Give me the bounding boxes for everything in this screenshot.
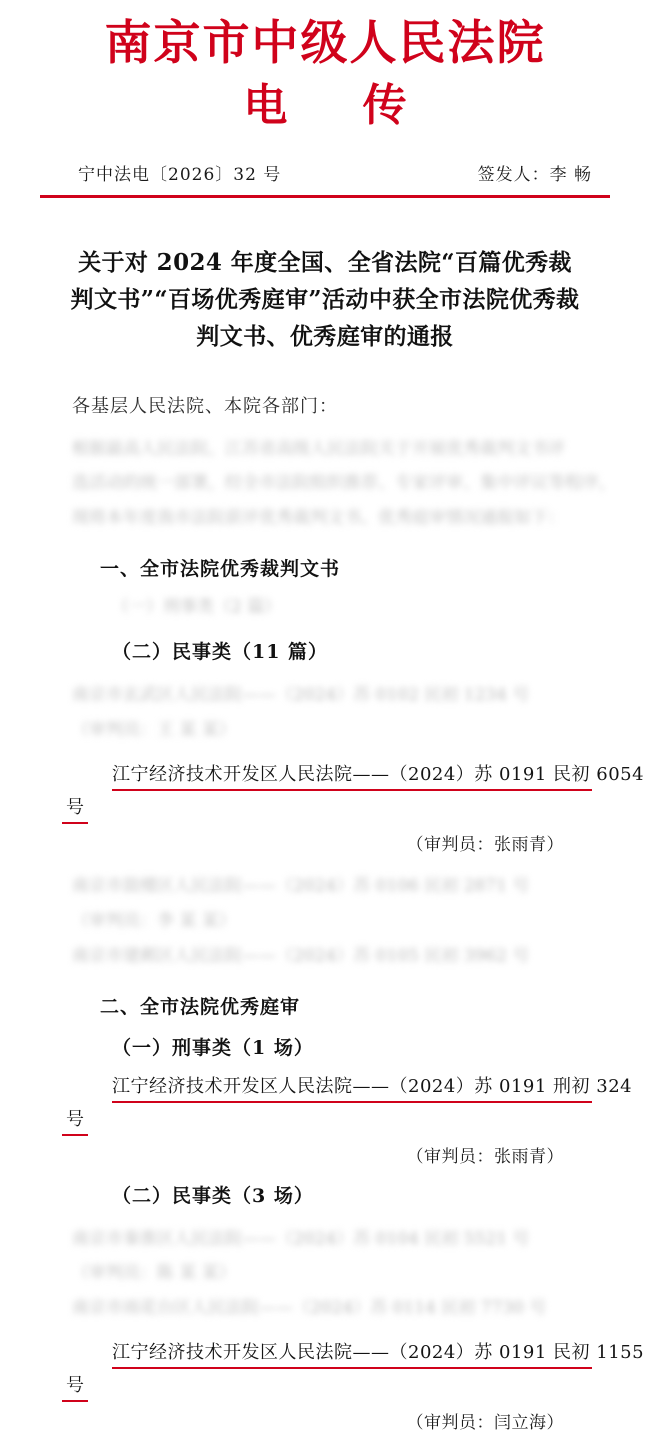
entry-judge: （审判员：张雨青） — [406, 1146, 564, 1167]
section-2-subheading-2: （二）民事类（3 场） — [112, 1184, 314, 1207]
meta-row — [78, 160, 592, 185]
section-1-blur-body — [72, 678, 584, 748]
highlighted-entry-1 — [0, 760, 650, 855]
blur-line: 南京市鼓楼区人民法院——（2024）苏 0106 民初 2871 号 — [72, 876, 530, 897]
entry-case-tail: 号 — [62, 1103, 88, 1136]
section-1-blur-line: （一）刑事类（2 篇） — [112, 597, 282, 618]
blur-line: （审判员：王 某 某） — [72, 720, 236, 741]
salutation: 各基层人民法院、本院各部门： — [72, 395, 338, 417]
entry-court-case: 江宁经济技术开发区人民法院——（2024）苏 0191 民初 1155 — [112, 1338, 592, 1369]
blur-line: （审判员：陈 某 某） — [72, 1263, 236, 1284]
document-type: 电 传 — [243, 79, 437, 131]
blur-line: 南京市建邺区人民法院——（2024）苏 0105 民初 3962 号 — [72, 945, 530, 966]
entry-court-case: 江宁经济技术开发区人民法院——（2024）苏 0191 刑初 324 — [112, 1072, 592, 1103]
blur-line: 南京市雨花台区人民法院——（2024）苏 0114 民初 7730 号 — [72, 1298, 547, 1319]
blur-line: 南京市秦淮区人民法院——（2024）苏 0104 民初 5521 号 — [72, 1228, 530, 1249]
masthead — [0, 0, 650, 134]
entry-judge: （审判员：闫立海） — [406, 1413, 564, 1433]
entry-judge: （审判员：张雨青） — [406, 835, 564, 856]
section-heading-2: 二、全市法院优秀庭审 — [100, 995, 301, 1018]
page-title: 关于对 2024 年度全国、全省法院“百篇优秀裁判文书”“百场优秀庭审”活动中获全市法院优秀裁判文书、优秀庭审的通报 — [70, 248, 580, 351]
document-number: 宁中法电〔2026〕32 号 — [78, 164, 282, 185]
blur-line: （审判员：李 某 某） — [72, 910, 236, 931]
header-divider — [40, 195, 610, 198]
section-2-subheading-1: （一）刑事类（1 场） — [112, 1036, 314, 1059]
section-heading-1: 一、全市法院优秀裁判文书 — [100, 558, 341, 581]
intro-line: 根据最高人民法院、江苏省高级人民法院关于开展优秀裁判文书评 — [72, 438, 565, 459]
intro-line: 选活动的统一部署，经全市法院组织推荐、专家评审、集中评议等程序， — [72, 473, 616, 494]
section-1-blur-after — [72, 869, 584, 974]
highlighted-entry-2 — [0, 1072, 650, 1167]
blur-line: 南京市玄武区人民法院——（2024）苏 0102 民初 1234 号 — [72, 685, 530, 706]
issuer: 签发人：李 畅 — [477, 164, 592, 185]
court-name: 南京市中级人民法院 — [104, 16, 546, 71]
intro-line: 现将本年度我市法院获评优秀裁判文书、优秀庭审情况通报如下： — [72, 508, 565, 529]
entry-case-tail: 号 — [62, 1369, 88, 1402]
entry-court-case: 江宁经济技术开发区人民法院——（2024）苏 0191 民初 6054 — [112, 760, 592, 791]
intro-paragraph — [72, 432, 616, 537]
section-1-subheading: （二）民事类（11 篇） — [112, 641, 329, 664]
section-2-blur-body — [72, 1222, 584, 1327]
entry-case-tail: 号 — [62, 791, 88, 824]
highlighted-entry-3 — [0, 1338, 650, 1433]
